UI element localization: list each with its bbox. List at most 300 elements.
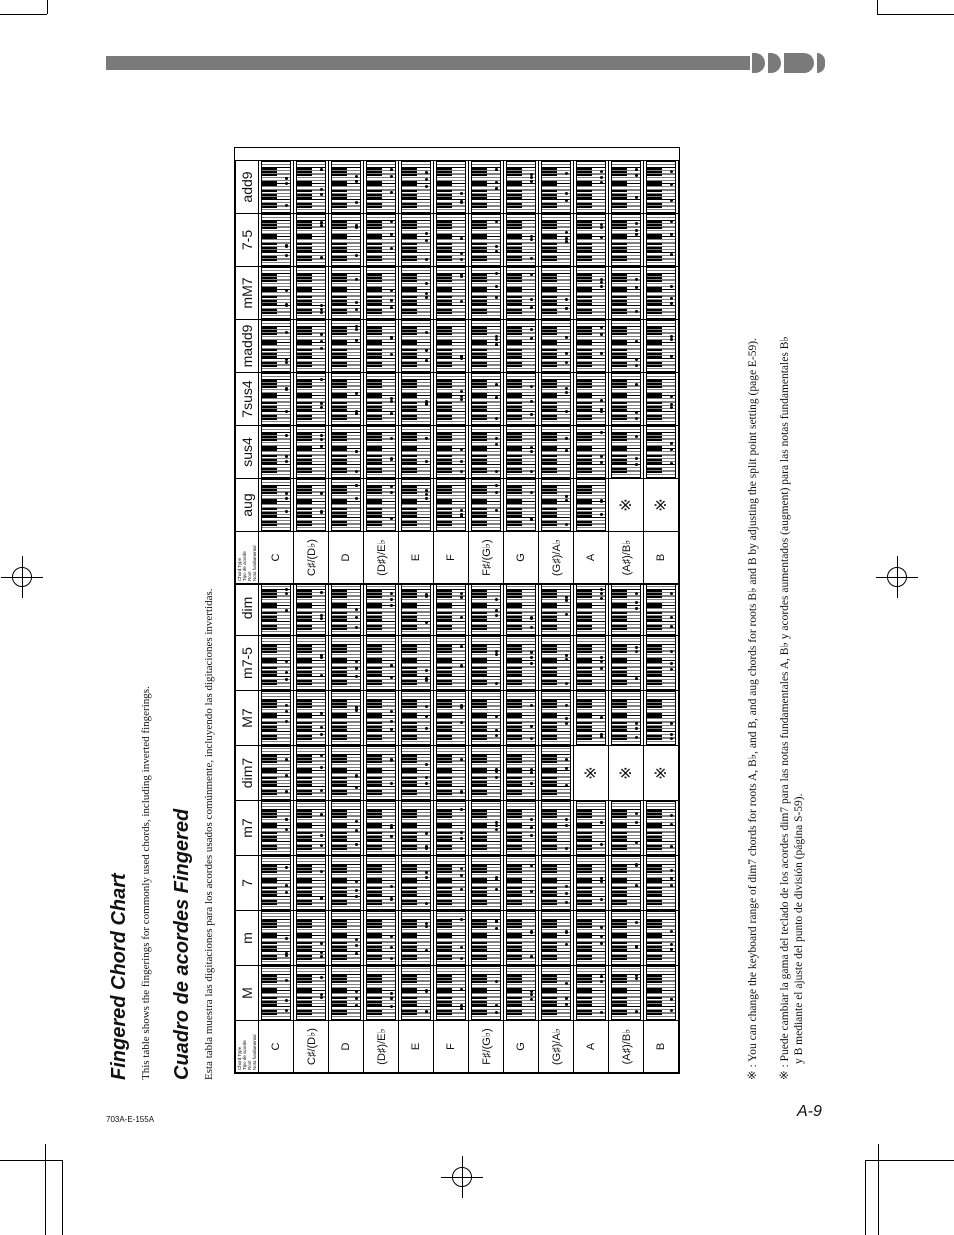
chord-cell — [329, 479, 364, 532]
chord-cell — [399, 581, 434, 636]
finger-dot — [600, 226, 603, 229]
chord-cell — [539, 479, 574, 532]
crop-mark — [62, 1160, 63, 1235]
table-row — [539, 161, 574, 584]
chord-cell — [259, 856, 294, 911]
finger-dot — [390, 247, 393, 250]
finger-dot — [425, 621, 428, 624]
reference-mark: ※ — [618, 766, 635, 780]
finger-dot — [495, 715, 498, 718]
finger-dot — [635, 174, 638, 177]
finger-dot — [285, 289, 288, 292]
finger-dot — [355, 774, 358, 777]
keyboard-diagram — [366, 267, 396, 319]
table-row — [574, 161, 609, 584]
chord-cell — [399, 856, 434, 911]
chord-cell — [539, 966, 574, 1021]
finger-dot — [285, 891, 288, 894]
finger-dot — [600, 942, 603, 945]
finger-dot — [425, 292, 428, 295]
keyboard-diagram — [646, 267, 676, 319]
keyboard-diagram — [401, 966, 431, 1020]
finger-dot — [320, 340, 323, 343]
chord-cell — [504, 161, 539, 214]
keyboard-diagram — [436, 801, 466, 855]
finger-dot — [355, 254, 358, 257]
root-note-label: A — [574, 1021, 609, 1073]
finger-dot — [460, 957, 463, 960]
chord-cell — [539, 426, 574, 479]
keyboard-diagram — [261, 479, 291, 531]
chord-cell — [644, 746, 679, 801]
chord-cell — [399, 320, 434, 373]
chord-cell — [434, 581, 469, 636]
keyboard-diagram — [401, 691, 431, 745]
finger-dot — [320, 402, 323, 405]
finger-dot — [495, 250, 498, 253]
finger-dot — [495, 168, 498, 171]
chord-cell — [329, 320, 364, 373]
corner-text: Root — [247, 1060, 252, 1070]
finger-dot — [530, 491, 533, 494]
keyboard-diagram — [366, 161, 396, 213]
chord-cell — [294, 856, 329, 911]
chord-cell — [469, 214, 504, 267]
chord-type-header: madd9 — [236, 320, 259, 373]
finger-dot — [670, 355, 673, 358]
finger-dot — [565, 361, 568, 364]
finger-dot — [460, 721, 463, 724]
finger-dot — [390, 728, 393, 731]
chord-cell — [574, 856, 609, 911]
keyboard-diagram — [471, 691, 501, 745]
keyboard-diagram — [296, 373, 326, 425]
finger-dot — [355, 895, 358, 898]
finger-dot — [635, 677, 638, 680]
keyboard-diagram — [506, 966, 536, 1020]
chord-cell — [539, 636, 574, 691]
root-note-label: C — [259, 1021, 294, 1073]
keyboard-diagram — [646, 856, 676, 910]
finger-dot — [495, 343, 498, 346]
chord-cell — [329, 691, 364, 746]
finger-dot — [390, 289, 393, 292]
finger-dot — [635, 601, 638, 604]
keyboard-diagram — [506, 426, 536, 478]
keyboard-diagram — [261, 214, 291, 266]
keyboard-diagram — [261, 581, 291, 635]
finger-dot — [600, 935, 603, 938]
finger-dot — [320, 896, 323, 899]
chord-cell — [504, 636, 539, 691]
chord-cell — [329, 426, 364, 479]
finger-dot — [495, 285, 498, 288]
finger-dot — [530, 400, 533, 403]
finger-dot — [425, 876, 428, 879]
spanish-description: Esta tabla muestra las digitaciones para los acordes usados comúnmente, incluyendo las digitaciones invertidas. — [203, 588, 215, 1080]
finger-dot — [670, 183, 673, 186]
finger-dot — [530, 771, 533, 774]
finger-dot — [285, 387, 288, 390]
root-note-label: (A♯)/B♭ — [609, 1021, 644, 1073]
chord-cell — [399, 911, 434, 966]
finger-dot — [285, 434, 288, 437]
chord-cell — [504, 373, 539, 426]
finger-dot — [355, 392, 358, 395]
finger-dot — [495, 220, 498, 223]
finger-dot — [320, 726, 323, 729]
finger-dot — [320, 766, 323, 769]
finger-dot — [425, 437, 428, 440]
finger-dot — [355, 889, 358, 892]
finger-dot — [670, 199, 673, 202]
keyboard-diagram — [506, 911, 536, 965]
finger-dot — [320, 438, 323, 441]
finger-dot — [565, 784, 568, 787]
finger-dot — [530, 306, 533, 309]
finger-dot — [635, 884, 638, 887]
finger-dot — [460, 509, 463, 512]
root-note-label: F — [434, 1021, 469, 1073]
keyboard-diagram — [261, 911, 291, 965]
finger-dot — [390, 946, 393, 949]
finger-dot — [285, 937, 288, 940]
chord-cell — [329, 214, 364, 267]
finger-dot — [285, 671, 288, 674]
finger-dot — [425, 493, 428, 496]
chord-cell — [609, 479, 644, 532]
finger-dot — [600, 597, 603, 600]
finger-dot — [285, 510, 288, 513]
keyboard-diagram — [261, 966, 291, 1020]
finger-dot — [670, 625, 673, 628]
finger-dot — [425, 232, 428, 235]
finger-dot — [565, 717, 568, 720]
finger-dot — [320, 256, 323, 259]
keyboard-diagram — [401, 214, 431, 266]
header-bullet — [768, 53, 781, 73]
chord-cell — [539, 801, 574, 856]
finger-dot — [530, 298, 533, 301]
chord-cell — [504, 966, 539, 1021]
keyboard-diagram — [261, 856, 291, 910]
finger-dot — [285, 588, 288, 591]
finger-dot — [285, 244, 288, 247]
finger-dot — [600, 660, 603, 663]
corner-text: Nota fundamental — [252, 545, 257, 581]
finger-dot — [390, 782, 393, 785]
finger-dot — [600, 656, 603, 659]
keyboard-diagram — [261, 320, 291, 372]
finger-dot — [285, 704, 288, 707]
keyboard-diagram — [611, 966, 641, 1020]
chord-cell — [399, 479, 434, 532]
finger-dot — [390, 306, 393, 309]
chord-cell — [504, 691, 539, 746]
finger-dot — [355, 843, 358, 846]
finger-dot — [425, 669, 428, 672]
finger-dot — [565, 199, 568, 202]
finger-dot — [530, 890, 533, 893]
finger-dot — [670, 338, 673, 341]
finger-dot — [635, 727, 638, 730]
finger-dot — [565, 307, 568, 310]
finger-dot — [635, 646, 638, 649]
keyboard-diagram — [471, 636, 501, 690]
chord-cell — [539, 161, 574, 214]
keyboard-diagram — [331, 373, 361, 425]
finger-dot — [355, 626, 358, 629]
finger-dot — [495, 245, 498, 248]
chord-cell — [434, 426, 469, 479]
finger-dot — [565, 599, 568, 602]
keyboard-diagram — [506, 161, 536, 213]
corner-text: Nota fundamental — [252, 1034, 257, 1070]
chord-cell — [259, 214, 294, 267]
finger-dot — [460, 1004, 463, 1007]
chord-type-header: 7-5 — [236, 214, 259, 267]
finger-dot — [320, 347, 323, 350]
crop-mark — [877, 14, 954, 15]
finger-dot — [285, 866, 288, 869]
finger-dot — [565, 237, 568, 240]
finger-dot — [285, 954, 288, 957]
chord-cell — [609, 966, 644, 1021]
chord-cell — [364, 426, 399, 479]
finger-dot — [565, 449, 568, 452]
finger-dot — [565, 658, 568, 661]
finger-dot — [390, 220, 393, 223]
keyboard-diagram — [541, 911, 571, 965]
chord-cell — [294, 479, 329, 532]
keyboard-diagram — [401, 801, 431, 855]
keyboard-diagram — [401, 856, 431, 910]
finger-dot — [425, 185, 428, 188]
keyboard-diagram — [611, 581, 641, 635]
keyboard-diagram — [436, 426, 466, 478]
finger-dot — [285, 609, 288, 612]
finger-dot — [425, 593, 428, 596]
keyboard-diagram — [471, 214, 501, 266]
finger-dot — [390, 491, 393, 494]
keyboard-diagram — [471, 161, 501, 213]
keyboard-diagram — [401, 161, 431, 213]
keyboard-diagram — [296, 636, 326, 690]
chord-cell — [434, 214, 469, 267]
finger-dot — [285, 254, 288, 257]
corner-text: Chord Type — [237, 1046, 242, 1070]
finger-dot — [600, 821, 603, 824]
finger-dot — [355, 880, 358, 883]
root-note-label: B — [644, 532, 679, 584]
finger-dot — [495, 776, 498, 779]
chord-cell — [329, 636, 364, 691]
finger-dot — [495, 383, 498, 386]
chord-cell — [434, 373, 469, 426]
chord-type-header: m7-5 — [236, 636, 259, 691]
chord-cell — [504, 320, 539, 373]
finger-dot — [425, 715, 428, 718]
finger-dot — [530, 238, 533, 241]
finger-dot — [320, 813, 323, 816]
table-row — [329, 161, 364, 584]
finger-dot — [600, 898, 603, 901]
root-note-label: (A♯)/B♭ — [609, 532, 644, 584]
keyboard-diagram — [331, 746, 361, 800]
chord-cell — [364, 856, 399, 911]
finger-dot — [320, 168, 323, 171]
keyboard-diagram — [576, 373, 606, 425]
footnote-english: ※ : You can change the keyboard range of dim7 chords for roots A, B♭, and B, and aug chords for roots B♭ and B by adjusting the split point setting (page E-59). — [747, 338, 759, 1080]
finger-dot — [460, 791, 463, 794]
finger-dot — [460, 837, 463, 840]
keyboard-diagram — [646, 320, 676, 372]
finger-dot — [285, 182, 288, 185]
finger-dot — [425, 776, 428, 779]
keyboard-diagram — [646, 214, 676, 266]
keyboard-diagram — [506, 856, 536, 910]
finger-dot — [495, 876, 498, 879]
english-title: Fingered Chord Chart — [108, 873, 130, 1080]
finger-dot — [355, 990, 358, 993]
table-row — [364, 581, 399, 1073]
keyboard-diagram — [331, 320, 361, 372]
keyboard-diagram — [611, 267, 641, 319]
finger-dot — [390, 458, 393, 461]
chord-cell — [574, 691, 609, 746]
keyboard-diagram — [401, 426, 431, 478]
finger-dot — [530, 517, 533, 520]
finger-dot — [565, 847, 568, 850]
finger-dot — [460, 592, 463, 595]
finger-dot — [285, 358, 288, 361]
finger-dot — [460, 831, 463, 834]
finger-dot — [285, 204, 288, 207]
keyboard-diagram — [331, 911, 361, 965]
finger-dot — [390, 175, 393, 178]
chord-cell — [504, 856, 539, 911]
chord-cell — [504, 801, 539, 856]
keyboard-diagram — [366, 966, 396, 1020]
keyboard-diagram — [331, 161, 361, 213]
finger-dot — [635, 821, 638, 824]
keyboard-diagram — [401, 636, 431, 690]
finger-dot — [670, 442, 673, 445]
keyboard-diagram — [296, 267, 326, 319]
chord-cell — [609, 911, 644, 966]
finger-dot — [355, 328, 358, 331]
table-row — [434, 581, 469, 1073]
chord-cell — [574, 161, 609, 214]
keyboard-diagram — [296, 479, 326, 531]
chord-cell — [644, 911, 679, 966]
finger-dot — [285, 710, 288, 713]
finger-dot — [635, 921, 638, 924]
keyboard-diagram — [331, 966, 361, 1020]
finger-dot — [355, 1004, 358, 1007]
root-note-label: A — [574, 532, 609, 584]
root-note-label: G — [504, 1021, 539, 1073]
finger-dot — [390, 299, 393, 302]
finger-dot — [285, 455, 288, 458]
chord-cell — [469, 161, 504, 214]
finger-dot — [460, 706, 463, 709]
finger-dot — [600, 326, 603, 329]
finger-dot — [460, 275, 463, 278]
finger-dot — [460, 237, 463, 240]
keyboard-diagram — [506, 746, 536, 800]
finger-dot — [495, 598, 498, 601]
table-row — [504, 161, 539, 584]
finger-dot — [670, 395, 673, 398]
chord-cell — [259, 746, 294, 801]
table-row — [504, 581, 539, 1073]
finger-dot — [635, 168, 638, 171]
chord-cell — [364, 636, 399, 691]
finger-dot — [355, 339, 358, 342]
chord-cell — [364, 746, 399, 801]
finger-dot — [635, 278, 638, 281]
finger-dot — [530, 834, 533, 837]
finger-dot — [670, 650, 673, 653]
chord-cell — [294, 373, 329, 426]
keyboard-diagram — [261, 636, 291, 690]
finger-dot — [285, 884, 288, 887]
finger-dot — [565, 391, 568, 394]
table-corner-label — [236, 1021, 259, 1073]
finger-dot — [565, 172, 568, 175]
chord-cell — [539, 320, 574, 373]
chord-cell — [434, 636, 469, 691]
finger-dot — [320, 996, 323, 999]
finger-dot — [390, 517, 393, 520]
finger-dot — [670, 335, 673, 338]
finger-dot — [390, 720, 393, 723]
chord-cell — [644, 479, 679, 532]
keyboard-diagram — [506, 691, 536, 745]
root-note-label: (G♯)/A♭ — [539, 532, 574, 584]
finger-dot — [460, 874, 463, 877]
finger-dot — [530, 470, 533, 473]
finger-dot — [600, 170, 603, 173]
finger-dot — [285, 660, 288, 663]
chord-cell — [539, 214, 574, 267]
footnote-spanish-line1: ※ : Puede cambiar la gama del teclado de los acordes dim7 para las notas fundamentales A, B♭ y acordes aumentados (augment) para las notas fundamentales B♭ — [779, 336, 791, 1080]
finger-dot — [425, 282, 428, 285]
finger-dot — [390, 437, 393, 440]
chord-cell — [469, 856, 504, 911]
chord-cell — [294, 214, 329, 267]
finger-dot — [600, 408, 603, 411]
keyboard-diagram — [506, 320, 536, 372]
finger-dot — [460, 867, 463, 870]
finger-dot — [565, 892, 568, 895]
chord-cell — [574, 911, 609, 966]
chord-cell — [434, 161, 469, 214]
finger-dot — [565, 997, 568, 1000]
keyboard-diagram — [506, 267, 536, 319]
finger-dot — [285, 497, 288, 500]
finger-dot — [495, 187, 498, 190]
chord-cell — [434, 746, 469, 801]
finger-dot — [565, 885, 568, 888]
finger-dot — [565, 818, 568, 821]
registration-mark — [447, 1162, 477, 1192]
keyboard-diagram — [611, 636, 641, 690]
keyboard-diagram — [366, 801, 396, 855]
chord-cell — [609, 856, 644, 911]
chord-cell — [294, 161, 329, 214]
